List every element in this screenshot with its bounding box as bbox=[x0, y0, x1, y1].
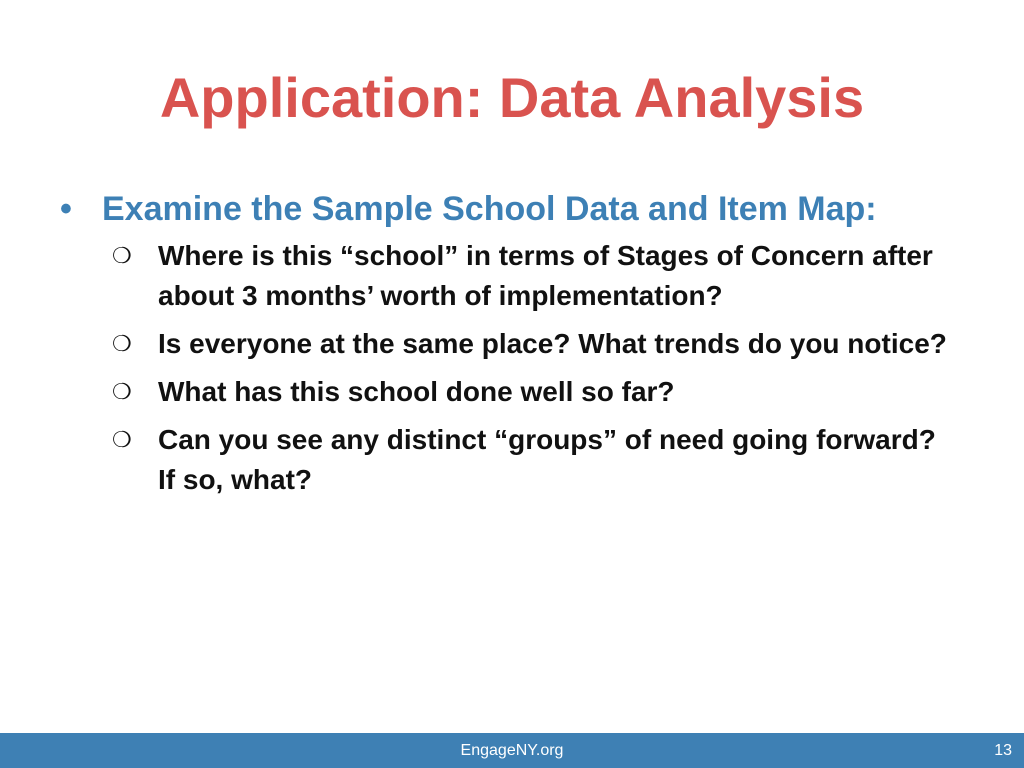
slide-content bbox=[60, 188, 980, 508]
sub-bullet-text: Where is this “school” in terms of Stages of Concern after about 3 months’ worth of implementation? bbox=[158, 240, 933, 311]
footer-bar bbox=[0, 733, 1024, 768]
circle-bullet-icon: ❍ bbox=[112, 379, 132, 404]
page-number: 13 bbox=[994, 742, 1012, 759]
footer-site-label: EngageNY.org bbox=[460, 742, 564, 759]
sub-bullet-text: What has this school done well so far? bbox=[158, 376, 675, 407]
sub-bullet-item bbox=[60, 420, 958, 500]
slide-title: Application: Data Analysis bbox=[159, 66, 865, 129]
sub-bullet-text: Can you see any distinct “groups” of need going forward? If so, what? bbox=[158, 424, 936, 495]
main-bullet-text: Examine the Sample School Data and Item Map: bbox=[102, 190, 877, 228]
sub-bullet-list bbox=[60, 236, 980, 500]
circle-bullet-icon: ❍ bbox=[112, 427, 132, 452]
circle-bullet-icon: ❍ bbox=[112, 331, 132, 356]
main-bullet-item bbox=[60, 188, 980, 230]
sub-bullet-item bbox=[60, 372, 958, 412]
circle-bullet-icon: ❍ bbox=[112, 243, 132, 268]
sub-bullet-item bbox=[60, 236, 958, 316]
sub-bullet-item bbox=[60, 324, 958, 364]
bullet-dot-icon: • bbox=[60, 190, 72, 228]
sub-bullet-text: Is everyone at the same place? What trends do you notice? bbox=[158, 328, 947, 359]
